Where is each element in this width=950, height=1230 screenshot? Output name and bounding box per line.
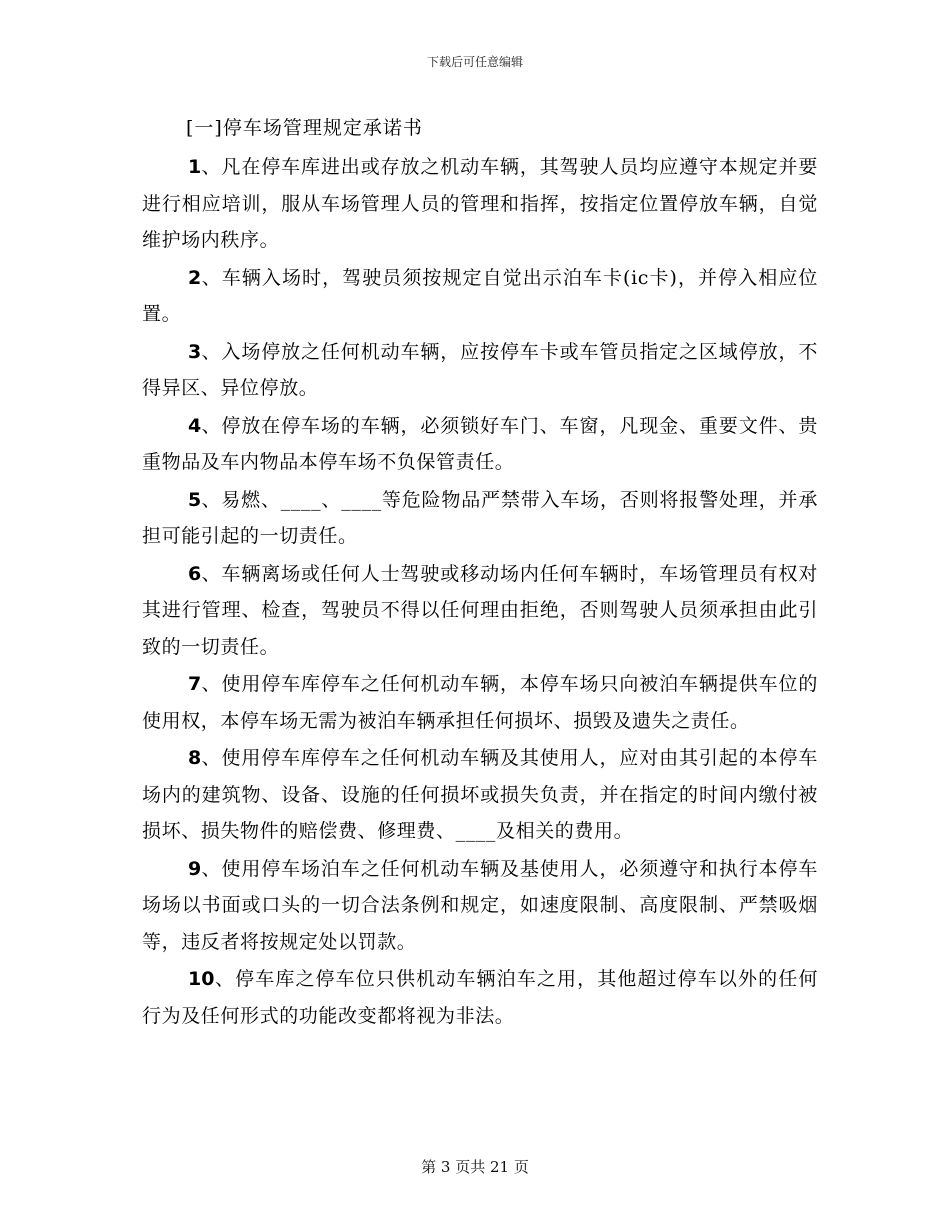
paragraph-1 (142, 149, 818, 259)
paragraph-5 (142, 482, 818, 555)
paragraph-text: 、凡在停车库进出或存放之机动车辆，其驾驶人员均应遵守本规定并要进行相应培训，服从车场管理人员的管理和指挥，按指定位置停放车辆，自觉维护场内秩序。 (142, 156, 818, 251)
paragraph-number: 2 (188, 266, 202, 289)
paragraph-9 (142, 851, 818, 961)
paragraph-text: 、停车库之停车位只供机动车辆泊车之用，其他超过停车以外的任何行为及任何形式的功能改变都将视为非法。 (142, 968, 818, 1027)
paragraph-2 (142, 260, 818, 333)
paragraph-text: 、停放在停车场的车辆，必须锁好车门、车窗，凡现金、重要文件、贵重物品及车内物品本停车场不负保管责任。 (142, 414, 818, 473)
paragraph-text: 、使用停车场泊车之任何机动车辆及基使用人，必须遵守和执行本停车场场以书面或口头的一切合法条例和规定，如速度限制、高度限制、严禁吸烟等，违反者将按规定处以罚款。 (142, 857, 818, 953)
header-note: 下载后可任意编辑 (426, 55, 523, 69)
paragraph-text: 、车辆入场时，驾驶员须按规定自觉出示泊车卡(ic卡)，并停入相应位置。 (142, 266, 818, 325)
paragraph-number: 5 (188, 488, 202, 511)
paragraph-text: 、使用停车库停车之任何机动车辆，本停车场只向被泊车辆提供车位的使用权，本停车场无需为被泊车辆承担任何损坏、损毁及遗失之责任。 (142, 673, 818, 732)
paragraph-number: 9 (188, 857, 202, 880)
paragraph-number: 4 (188, 414, 202, 437)
paragraph-number: 6 (188, 562, 202, 585)
paragraph-3 (142, 334, 818, 407)
paragraph-text: 、车辆离场或任何人士驾驶或移动场内任何车辆时，车场管理员有权对其进行管理、检查，驾驶员不得以任何理由拒绝，否则驾驶人员须承担由此引致的一切责任。 (142, 562, 818, 658)
paragraph-number: 7 (188, 673, 202, 695)
document-title: [一]停车场管理规定承诺书 (186, 117, 423, 139)
paragraph-10 (142, 961, 818, 1034)
document-body (142, 112, 818, 1035)
paragraph-text: 、易燃、____、____等危险物品严禁带入车场，否则将报警处理，并承担可能引起的一切责任。 (142, 488, 818, 547)
paragraph-8 (142, 740, 818, 850)
paragraph-number: 3 (188, 340, 202, 363)
paragraph-text: 、使用停车库停车之任何机动车辆及其使用人，应对由其引起的本停车场内的建筑物、设备、设施的任何损坏或损失负责，并在指定的时间内缴付被损坏、损失物件的赔偿费、修理费、____及相关的费用。 (142, 747, 818, 842)
paragraph-text: 、入场停放之任何机动车辆，应按停车卡或车管员指定之区域停放，不得异区、异位停放。 (142, 340, 818, 399)
paragraph-7 (142, 666, 818, 739)
paragraph-number: 10 (188, 968, 215, 990)
paragraph-number: 1 (188, 156, 202, 178)
paragraph-4 (142, 408, 818, 481)
paragraph-number: 8 (188, 747, 202, 769)
paragraph-6 (142, 556, 818, 666)
page-number-footer: 第 3 页共 21 页 (421, 1158, 529, 1176)
